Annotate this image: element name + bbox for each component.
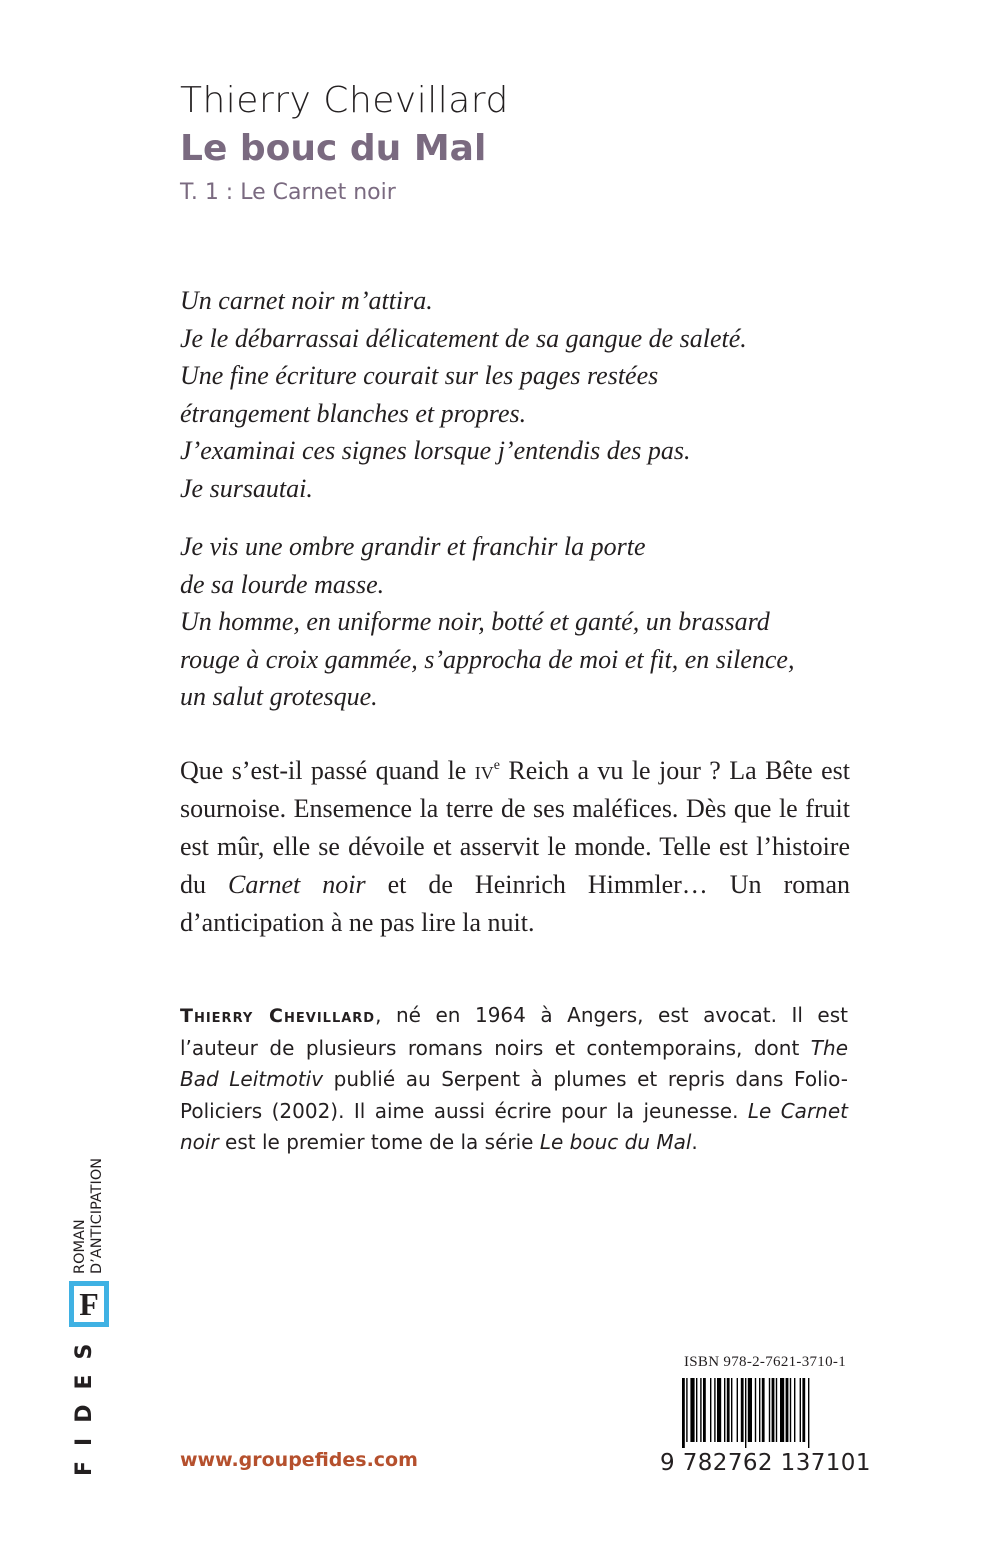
barcode-bar bbox=[776, 1378, 777, 1442]
excerpt-line: Un homme, en uniforme noir, botté et ganté, un brassard bbox=[180, 607, 770, 637]
isbn-label: ISBN 978-2-7621-3710-1 bbox=[684, 1354, 847, 1370]
genre-label bbox=[72, 1158, 106, 1274]
excerpt-line: de sa lourde masse. bbox=[180, 569, 385, 599]
excerpt-stanza-1 bbox=[180, 282, 860, 508]
barcode-bar bbox=[696, 1378, 697, 1442]
bio-italic: Le bouc du Mal bbox=[539, 1130, 692, 1154]
barcode-bar bbox=[762, 1378, 765, 1442]
bio-author-name: Thierry Chevillard bbox=[180, 1005, 376, 1027]
summary-text: Que s’est-il passé quand le bbox=[180, 756, 475, 785]
barcode-bar bbox=[727, 1378, 730, 1442]
book-subtitle: T. 1 : Le Carnet noir bbox=[180, 180, 396, 205]
excerpt-line: rouge à croix gammée, s’approcha de moi et fit, en silence, bbox=[180, 644, 795, 674]
fides-logo-icon bbox=[69, 1281, 109, 1327]
excerpt-line: un salut grotesque. bbox=[180, 682, 378, 712]
summary-text: et de Heinrich Himmler… Un roman d’anticipation à ne pas lire la nuit. bbox=[180, 870, 850, 937]
barcode-bar bbox=[700, 1378, 701, 1442]
barcode-bar bbox=[724, 1378, 725, 1442]
summary-text: Reich a vu le jour ? La Bête est sournoise. Ensemence la terre de ses maléfices. Dès que le fruit est mûr, elle se dévoile et asservit le monde. Telle est l’histoire du bbox=[180, 756, 851, 899]
excerpt-line: Un carnet noir m’attira. bbox=[180, 286, 433, 315]
fides-logo-letter: F bbox=[74, 1286, 104, 1322]
bio-text: publié au Serpent à plumes et repris dans Folio-Policiers (2002). Il aime aussi écrire pour la jeunesse. bbox=[180, 1067, 849, 1123]
author-bio bbox=[180, 1000, 848, 1159]
summary-numeral: iv bbox=[474, 756, 494, 785]
barcode-bar bbox=[741, 1378, 744, 1442]
barcode-bar bbox=[794, 1378, 795, 1442]
barcode-digits: 9 782762 137101 bbox=[660, 1450, 871, 1476]
excerpt-line: Je sursautai. bbox=[180, 473, 313, 503]
barcode-bar bbox=[772, 1378, 775, 1442]
barcode-bar bbox=[808, 1378, 809, 1448]
bio-italic: The Bad Leitmotiv bbox=[180, 1035, 848, 1091]
publisher-website[interactable]: www.groupefides.com bbox=[180, 1449, 418, 1471]
barcode-bar bbox=[790, 1378, 791, 1442]
genre-line: D’ANTICIPATION bbox=[89, 1157, 105, 1274]
barcode-bar bbox=[717, 1378, 721, 1442]
excerpt-line: Je vis une ombre grandir et franchir la porte bbox=[180, 532, 646, 561]
author-name: Thierry Chevillard bbox=[180, 80, 509, 121]
barcode-bar bbox=[710, 1378, 711, 1442]
publisher-name: FIDES bbox=[72, 1328, 97, 1476]
barcode-bar bbox=[769, 1378, 770, 1442]
barcode-bar bbox=[686, 1378, 687, 1442]
bio-text: est le premier tome de la série bbox=[218, 1130, 540, 1154]
genre-line: ROMAN bbox=[72, 1219, 88, 1274]
barcode-bar bbox=[786, 1378, 789, 1442]
barcode-bar bbox=[703, 1378, 706, 1442]
barcode-bar bbox=[737, 1378, 738, 1442]
barcode-bar bbox=[748, 1378, 752, 1442]
summary-paragraph bbox=[180, 752, 850, 942]
bio-italic: Le Carnet noir bbox=[180, 1098, 848, 1154]
bio-text: , né en 1964 à Angers, est avocat. Il est l’auteur de plusieurs romans noirs et contemporains, dont bbox=[180, 1003, 848, 1060]
excerpt-stanza-2 bbox=[180, 528, 860, 716]
barcode-bar bbox=[714, 1378, 715, 1442]
excerpt-line: Je le débarrassai délicatement de sa gangue de saleté. bbox=[180, 323, 747, 353]
barcode-bar bbox=[800, 1378, 801, 1442]
barcode-bar bbox=[802, 1378, 805, 1442]
barcode-bar bbox=[690, 1378, 694, 1442]
barcode-bar bbox=[755, 1378, 756, 1442]
excerpt-line: J’examinai ces signes lorsque j’entendis des pas. bbox=[180, 436, 691, 466]
barcode-bar bbox=[682, 1378, 685, 1448]
barcode-bar bbox=[759, 1378, 760, 1442]
book-title: Le bouc du Mal bbox=[180, 128, 487, 169]
barcode-bar bbox=[745, 1378, 746, 1448]
barcode-bar bbox=[731, 1378, 732, 1442]
barcode-icon bbox=[680, 1378, 848, 1448]
excerpt-line: étrangement blanches et propres. bbox=[180, 398, 527, 428]
summary-italic: Carnet noir bbox=[228, 870, 366, 899]
barcode-bar bbox=[780, 1378, 784, 1442]
excerpt-line: Une fine écriture courait sur les pages restées bbox=[180, 361, 659, 391]
bio-text: . bbox=[691, 1130, 698, 1154]
summary-superscript: e bbox=[493, 758, 500, 773]
